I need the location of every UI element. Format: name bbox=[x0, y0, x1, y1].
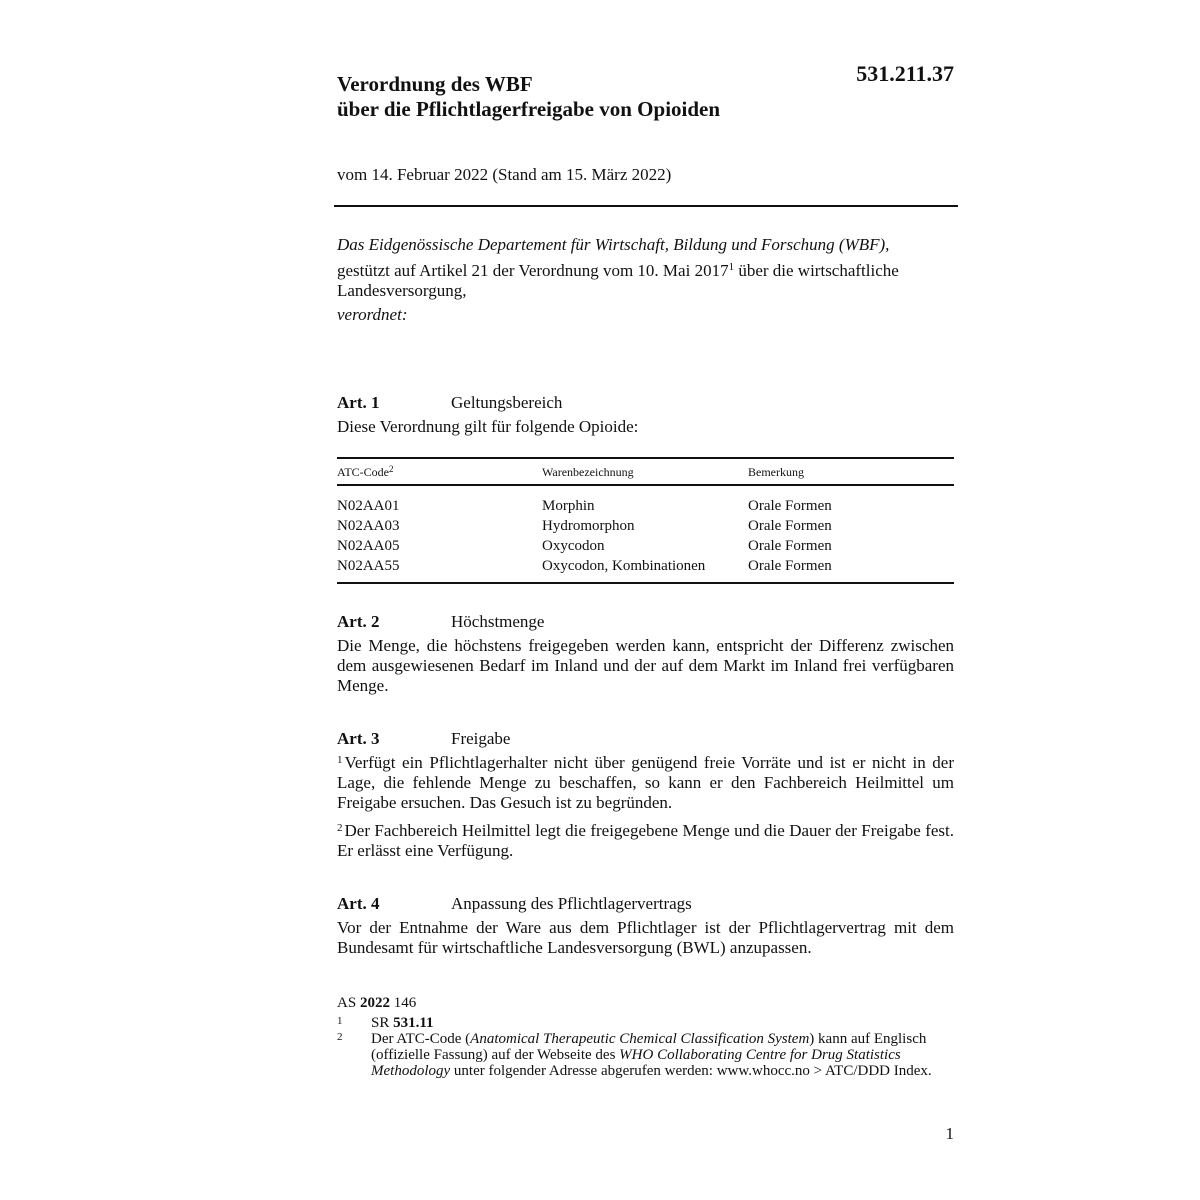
as-page: 146 bbox=[389, 995, 417, 1011]
official-compilation-ref bbox=[337, 995, 957, 1011]
cell-atc: N02AA01 bbox=[337, 498, 400, 514]
header-product-name: Warenbezeichnung bbox=[542, 465, 634, 479]
footnote-2-italic: WHO Collaborating Centre for Drug Statistics Methodology bbox=[371, 1047, 901, 1079]
preamble bbox=[337, 235, 957, 325]
sr-number: 531.211.37 bbox=[856, 61, 954, 86]
paragraph-text: Der Fachbereich Heilmittel legt die freigegebene Menge und die Dauer der Freigabe fest. Er erlässt eine Verfügung. bbox=[337, 821, 954, 860]
table-body bbox=[337, 486, 954, 584]
paragraph-text: Verfügt ein Pflichtlagerhalter nicht über genügend freie Vorräte und ist er nicht in der Lage, die fehlende Menge zu beschaffen, so kann er den Fachbereich Heilmittel um Freigabe ersuchen. Das Gesuch ist zu begründen. bbox=[337, 753, 954, 812]
preamble-basis bbox=[337, 261, 957, 301]
footnote-2-italic: Anatomical Therapeutic Chemical Classification System bbox=[470, 1031, 810, 1047]
header-atc-code bbox=[337, 465, 394, 480]
article-2-number: Art. 2 bbox=[337, 612, 380, 631]
footnotes bbox=[337, 995, 957, 1079]
table-row bbox=[337, 516, 954, 536]
footnote-ref-1: 1 bbox=[728, 261, 735, 273]
article-2-text: Die Menge, die höchstens freigegeben werden kann, entspricht der Differenz zwischen dem ausgewiesenen Bedarf im Inland und der auf dem Markt im Inland frei verfügbaren Menge. bbox=[337, 636, 954, 695]
footnote-ref-2: 2 bbox=[389, 464, 394, 474]
article-1-number: Art. 1 bbox=[337, 393, 380, 412]
article-3-title: Freigabe bbox=[451, 729, 511, 748]
article-4-heading bbox=[337, 894, 954, 918]
page-number: 1 bbox=[945, 1124, 954, 1143]
as-year: 2022 bbox=[359, 995, 390, 1011]
article-3-heading bbox=[337, 729, 954, 753]
article-1-title: Geltungsbereich bbox=[451, 393, 563, 412]
article-2 bbox=[337, 612, 954, 696]
cell-remark: Orale Formen bbox=[748, 518, 832, 534]
header-atc-label: ATC-Code bbox=[337, 465, 389, 479]
footnote-2-text: unter folgender Adresse abgerufen werden: www.whocc.no > ATC/DDD Index. bbox=[450, 1063, 932, 1079]
cell-atc: N02AA05 bbox=[337, 538, 400, 554]
footnote-2-text: ) kann auf Englisch (offizielle Fassung) auf der Webseite des bbox=[371, 1031, 927, 1063]
header-remark: Bemerkung bbox=[748, 465, 804, 479]
header-divider bbox=[334, 205, 958, 207]
footnote-mark: 1 bbox=[337, 1015, 343, 1027]
footnote-2 bbox=[337, 1031, 957, 1079]
paragraph-number: 1 bbox=[337, 754, 343, 766]
footnote-mark: 2 bbox=[337, 1031, 343, 1043]
article-1 bbox=[337, 393, 954, 437]
article-4 bbox=[337, 894, 954, 958]
article-1-intro: Diese Verordnung gilt für folgende Opioide: bbox=[337, 417, 639, 436]
paragraph-number: 2 bbox=[337, 822, 343, 834]
footnote-1-prefix: SR bbox=[371, 1015, 394, 1031]
cell-name: Morphin bbox=[542, 498, 595, 514]
title-line-2: über die Pflichtlagerfreigabe von Opioiden bbox=[337, 97, 721, 121]
table-row bbox=[337, 556, 954, 576]
cell-atc: N02AA03 bbox=[337, 518, 400, 534]
footnote-1 bbox=[337, 1015, 957, 1031]
article-3-paragraph-2 bbox=[337, 821, 954, 861]
article-3-number: Art. 3 bbox=[337, 729, 380, 748]
preamble-authority: Das Eidgenössische Departement für Wirtschaft, Bildung und Forschung (WBF), bbox=[337, 235, 890, 254]
preamble-basis-text-end: über die wirtschaftliche Landesversorgung, bbox=[337, 261, 899, 300]
cell-remark: Orale Formen bbox=[748, 498, 832, 514]
article-3-paragraph-1 bbox=[337, 753, 954, 813]
preamble-basis-text: gestützt auf Artikel 21 der Verordnung vom 10. Mai 2017 bbox=[337, 261, 729, 280]
title-line-1: Verordnung des WBF bbox=[337, 72, 533, 96]
footnote-2-text: Der ATC-Code ( bbox=[371, 1031, 471, 1047]
article-4-number: Art. 4 bbox=[337, 894, 380, 913]
table-row bbox=[337, 536, 954, 556]
opioid-table bbox=[337, 457, 954, 584]
table-row bbox=[337, 496, 954, 516]
table-header bbox=[337, 459, 954, 486]
cell-atc: N02AA55 bbox=[337, 558, 400, 574]
cell-remark: Orale Formen bbox=[748, 538, 832, 554]
article-4-text: Vor der Entnahme der Ware aus dem Pflichtlager ist der Pflichtlagervertrag mit dem Bundesamt für wirtschaftliche Landesversorgung (BWL) anzupassen. bbox=[337, 918, 954, 957]
article-2-heading bbox=[337, 612, 954, 636]
article-1-heading bbox=[337, 393, 954, 417]
document-title bbox=[337, 72, 857, 122]
cell-remark: Orale Formen bbox=[748, 558, 832, 574]
preamble-decree: verordnet: bbox=[337, 305, 408, 324]
footnote-1-ref: 531.11 bbox=[393, 1015, 434, 1031]
article-4-title: Anpassung des Pflichtlagervertrags bbox=[451, 894, 692, 913]
cell-name: Oxycodon, Kombinationen bbox=[542, 558, 706, 574]
cell-name: Oxycodon bbox=[542, 538, 605, 554]
article-2-title: Höchstmenge bbox=[451, 612, 545, 631]
date-line: vom 14. Februar 2022 (Stand am 15. März 2022) bbox=[337, 165, 672, 184]
cell-name: Hydromorphon bbox=[542, 518, 635, 534]
as-prefix: AS bbox=[337, 995, 360, 1011]
article-3 bbox=[337, 729, 954, 861]
